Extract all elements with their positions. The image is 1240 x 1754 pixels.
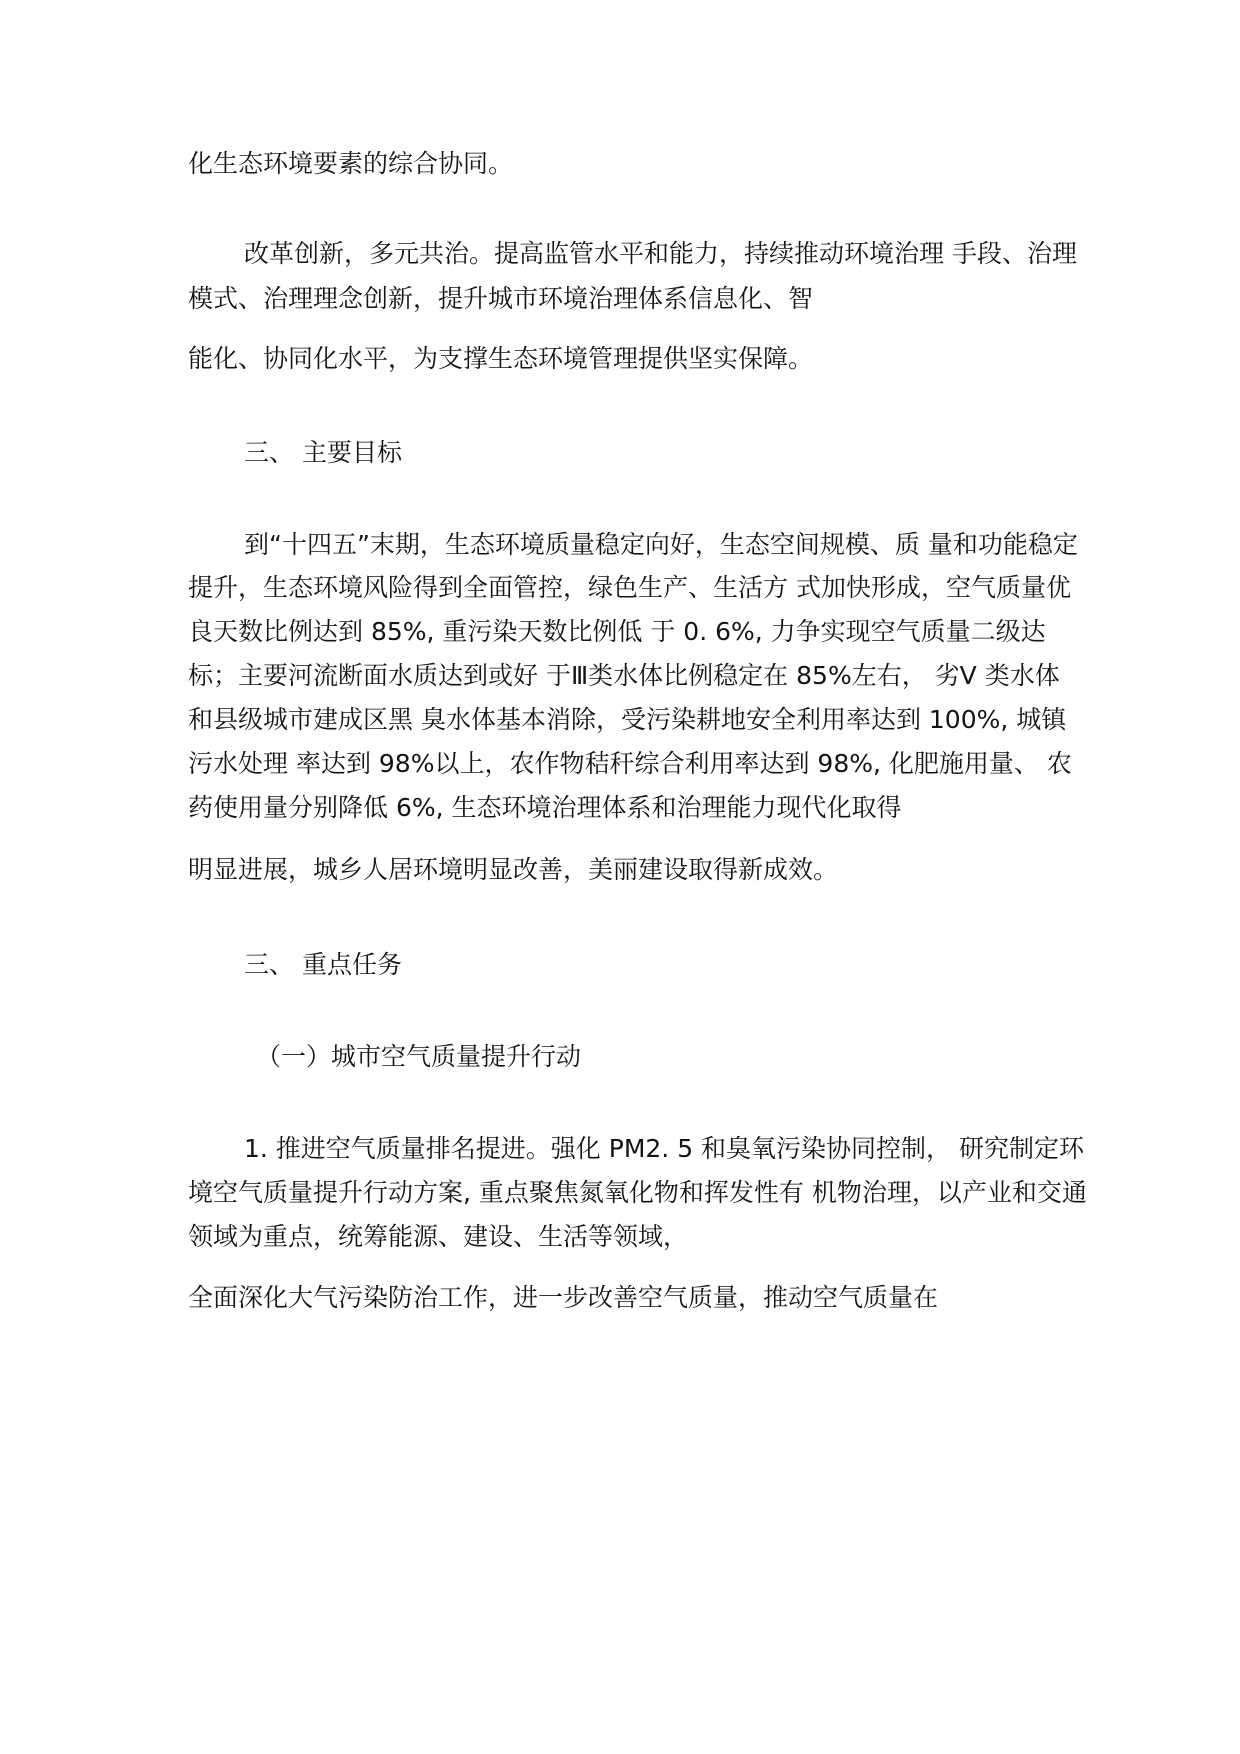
paragraph-air-line-1: 1. 推进空气质量排名提进。强化 PM2. 5 和臭氧污染协同控制， 研究制定环	[244, 1134, 1084, 1163]
paragraph-goals-line-5: 和县级城市建成区黑 臭水体基本消除，受污染耕地安全利用率达到 100%, 城镇	[188, 705, 1067, 734]
paragraph-goals-line-8: 明显进展，城乡人居环境明显改善，美丽建设取得新成效。	[188, 855, 839, 884]
paragraph-goals-line-6: 污水处理 率达到 98%以上，农作物秸秆综合利用率达到 98%, 化肥施用量、 农	[188, 749, 1072, 778]
paragraph-air-line-2: 境空气质量提升行动方案, 重点聚焦氮氧化物和挥发性有 机物治理，以产业和交通	[188, 1178, 1087, 1207]
section-heading-main-goals: 三、 主要目标	[244, 438, 402, 467]
paragraph-goals-line-1: 到“十四五”末期，生态环境质量稳定向好，生态空间规模、质 量和功能稳定	[244, 530, 1078, 559]
paragraph-goals-line-4: 标；主要河流断面水质达到或好 于Ⅲ类水体比例稳定在 85%左右， 劣Ⅴ 类水体	[188, 661, 1060, 690]
paragraph-reform-line-3: 能化、协同化水平，为支撑生态环境管理提供坚实保障。	[188, 344, 814, 373]
text-line-1: 化生态环境要素的综合协同。	[188, 149, 514, 178]
paragraph-goals-line-7: 药使用量分别降低 6%, 生态环境治理体系和治理能力现代化取得	[188, 793, 902, 822]
paragraph-air-line-3: 领域为重点，统筹能源、建设、生活等领域，	[188, 1222, 689, 1251]
paragraph-reform-line-2: 模式、治理理念创新，提升城市环境治理体系信息化、智	[188, 284, 814, 313]
paragraph-goals-line-2: 提升，生态环境风险得到全面管控，绿色生产、生活方 式加快形成，空气质量优	[188, 573, 1071, 602]
subsection-heading-air-quality: （一）城市空气质量提升行动	[256, 1042, 582, 1071]
paragraph-reform-line-1: 改革创新，多元共治。提高监管水平和能力，持续推动环境治理 手段、治理	[244, 239, 1077, 268]
section-heading-key-tasks: 三、 重点任务	[244, 950, 402, 979]
paragraph-air-line-4: 全面深化大气污染防治工作，进一步改善空气质量，推动空气质量在	[188, 1283, 939, 1312]
paragraph-goals-line-3: 良天数比例达到 85%, 重污染天数比例低 于 0. 6%, 力争实现空气质量二级达	[188, 617, 1046, 646]
